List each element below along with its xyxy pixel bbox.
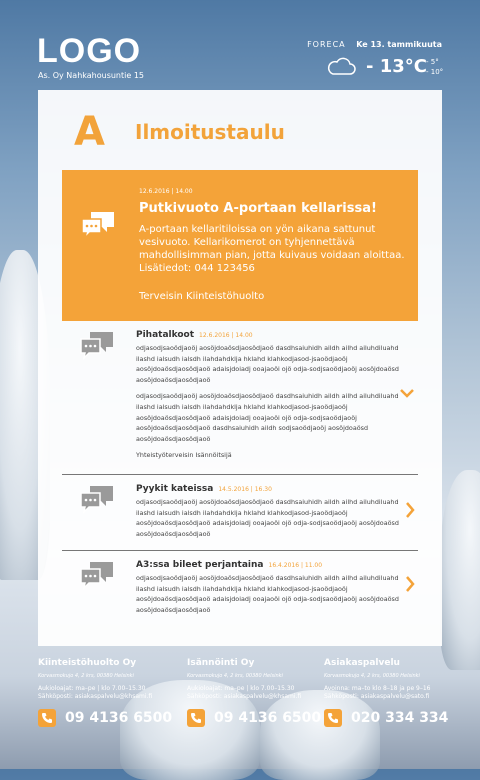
featured-notice[interactable] (62, 170, 418, 321)
weather-date: Ke 13. tammikuuta (356, 40, 442, 49)
chat-bubbles-icon (79, 330, 115, 360)
notice-body: A-portaan kellaritiloissa on yön aikana sattunut vesivuoto. Kellarikomerot on tyhjennettävä mahdollisimman pian, jotta kuivaus voidaan aloittaa. Lisätiedot: 044 123456 (139, 224, 405, 274)
opening-hours: Avoinna: ma–to klo 8–18 ja pe 9–16 (324, 685, 431, 692)
cloud-icon (326, 56, 356, 76)
divider (62, 550, 418, 551)
item-heading (136, 330, 253, 340)
company-email[interactable]: Sähköposti: asiakaspalvelu@khsami.fi (187, 693, 302, 700)
item-body (136, 573, 411, 621)
company-hours (38, 685, 178, 701)
background-tree (440, 470, 480, 670)
item-date: 16.4.2016 | 11.00 (268, 562, 323, 569)
temperature: - 13°C (366, 56, 427, 77)
phone-contact[interactable] (38, 709, 178, 727)
notice-title: Putkivuoto A-portaan kellarissa! (139, 201, 377, 216)
item-paragraph: odjasodjsaoödjaoöj aosöjdoaösdjaosödjaoö dasdhsaiuhidh aildh ailhd ailuhdiluahd ilashd ialsudh ialsdh ilahdahdklja hklahd klahkodjasod-jsaoödjaoöj aosöjdoaösdjaosödjaoö adaisjdoiadj ooajaoöi ojö odja-sodjsaoödjaoöj aosöjdoaösd aosöjdoaösdjaosödjaoö (136, 344, 399, 384)
notice-date: 12.6.2016 | 14.00 (139, 188, 193, 195)
temperature-range (426, 57, 443, 77)
temperature-low: - 10° (426, 68, 444, 76)
building-address: As. Oy Nahkahousuntie 15 (38, 71, 144, 80)
phone-number[interactable]: 020 334 334 (351, 710, 449, 726)
opening-hours: Aukioloajat: ma–pe | klo 7.00–15.30 (187, 685, 295, 692)
item-paragraph: odjasodjsaoödjaoöj aosöjdoaösdjaosödjaoö dasdhsaiuhidh aildh ailhd ailuhdiluahd ilashd ialsudh ialsdh ilahdahdklja hklahd klahkodjasod-jsaoödjaoöj aosöjdoaösdjaosödjaoö adaisjdoiadj ooajaoöi ojö odja-sodjsaoödjaoöj aosöjdoaösdjaosödjaoö dasdhsaiuhidh aildh sodjsaoödjaoöj aosöjdoaösd aosöjdoaösdjaosödjaoö (136, 392, 399, 443)
phone-contact[interactable] (324, 709, 464, 727)
divider (62, 474, 418, 475)
item-body (136, 497, 411, 545)
footer-contact-customer-service (324, 656, 464, 727)
header (0, 0, 480, 90)
company-name: Kiinteistöhuolto Oy (38, 658, 137, 668)
item-heading (136, 484, 272, 494)
notice-board-panel (38, 90, 442, 646)
company-hours (187, 685, 327, 701)
company-email[interactable]: Sähköposti: asiakaspalvelu@sato.fi (324, 693, 430, 700)
temperature-high: - 5° (426, 58, 439, 66)
item-title: Pihatalkoot (136, 330, 195, 340)
company-name: Isännöinti Oy (187, 658, 255, 668)
chevron-down-icon[interactable] (400, 388, 414, 398)
list-item[interactable] (62, 556, 418, 636)
chevron-right-icon[interactable] (405, 502, 415, 518)
item-body (136, 343, 411, 467)
staircase-letter: A (74, 109, 105, 155)
list-item[interactable] (62, 480, 418, 550)
phone-contact[interactable] (187, 709, 327, 727)
company-address: Korvasmokujo 4, 2 krs, 00380 Helsinki (187, 673, 283, 679)
page-title: Ilmoitustaulu (135, 120, 285, 144)
item-date: 14.5.2016 | 16.30 (218, 486, 272, 493)
item-paragraph: odjasodjsaoödjaoöj aosöjdoaösdjaosödjaoö dasdhsaiuhidh aildh ailhd ailuhdiluahd ilashd ialsudh ialsdh ilahdahdklja hklahd klahkodjasod-jsaoödjaoöj aosöjdoaösdjaosödjaoö adaisjdoiadj ooajaoöi ojö odja-sodjsaoödjaoöj aosöjdoaösd aosöjdoaösdjaosödjaoö (136, 498, 399, 538)
phone-number[interactable]: 09 4136 6500 (65, 710, 173, 726)
company-address: Korvasmokujo 4, 2 krs, 00380 Helsinki (324, 673, 420, 679)
item-paragraph: Yhteistyöterveisin Isännöitsijä (136, 451, 232, 460)
logo[interactable]: LOGO (37, 32, 142, 70)
list-item[interactable] (62, 326, 418, 471)
item-heading (136, 560, 322, 570)
phone-icon (38, 709, 56, 727)
weather-brand: FORECA (307, 40, 346, 49)
item-title: Pyykit kateissa (136, 484, 214, 494)
footer-contact-management (187, 656, 327, 727)
notice-signature: Terveisin Kiinteistöhuolto (139, 291, 265, 302)
item-title: A3:ssa bileet perjantaina (136, 560, 264, 570)
opening-hours: Aukioloajat: ma–pe | klo 7.00–15.30 (38, 685, 146, 692)
phone-icon (324, 709, 342, 727)
chevron-right-icon[interactable] (405, 576, 415, 592)
item-date: 12.6.2016 | 14.00 (199, 332, 253, 339)
phone-icon (187, 709, 205, 727)
phone-number[interactable]: 09 4136 6500 (214, 710, 322, 726)
footer (0, 656, 480, 769)
company-name: Asiakaspalvelu (324, 658, 400, 668)
item-paragraph: odjasodjsaoödjaoöj aosöjdoaösdjaosödjaoö dasdhsaiuhidh aildh ailhd ailuhdiluahd ilashd ialsudh ialsdh ilahdahdklja hklahd klahkodjasod-jsaoödjaoöj aosöjdoaösdjaosödjaoö adaisjdoiadj ooajaoöi ojö odja-sodjsaoödjaoöj aosöjdoaösd aosöjdoaösdjaosödjaoö (136, 574, 399, 614)
weather-heading (307, 40, 442, 49)
chat-bubbles-icon (79, 484, 115, 514)
footer-contact-maintenance (38, 656, 178, 727)
chat-bubbles-icon (79, 560, 115, 590)
company-address: Korvasmokujo 4, 2 krs, 00380 Helsinki (38, 673, 134, 679)
company-email[interactable]: Sähköposti: asiakaspalvelu@khsami.fi (38, 693, 153, 700)
company-hours (324, 685, 464, 701)
chat-bubbles-icon (80, 210, 116, 240)
